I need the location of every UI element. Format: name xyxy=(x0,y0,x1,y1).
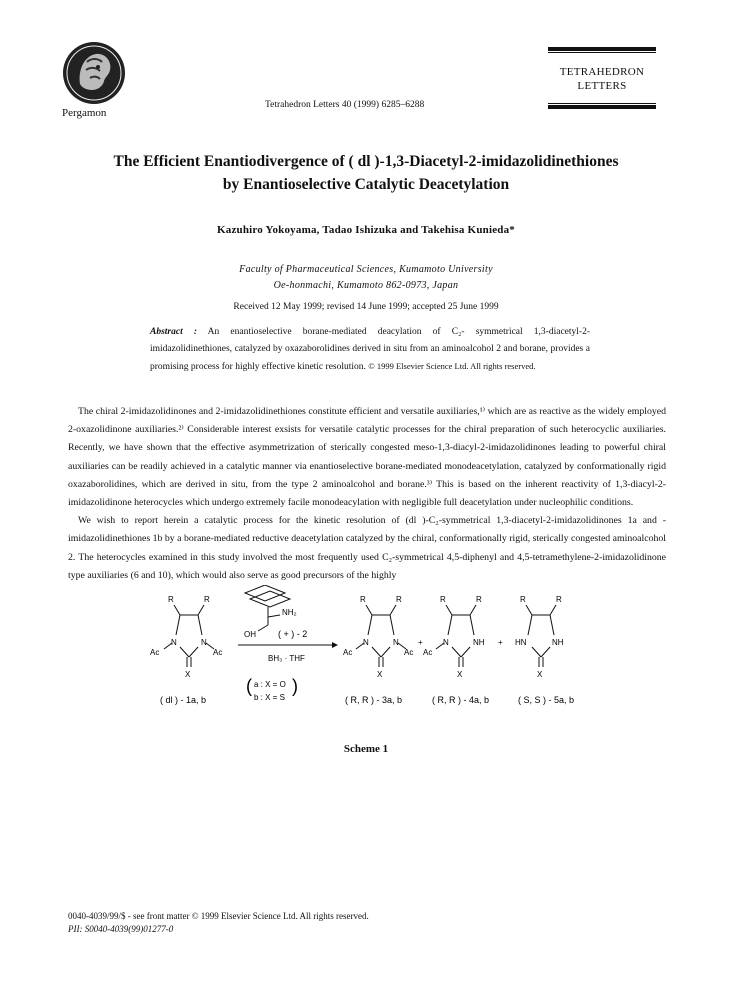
bracket: ) xyxy=(292,676,298,696)
journal-citation: Tetrahedron Letters 40 (1999) 6285–6288 xyxy=(265,100,425,110)
catalyst-label: ( + ) - 2 xyxy=(278,629,308,639)
atom-label: Ac xyxy=(150,648,160,657)
plus-sign: + xyxy=(498,638,503,647)
atom-label: X xyxy=(537,670,543,679)
structure-3 xyxy=(356,605,406,667)
scheme-caption: Scheme 1 xyxy=(343,743,389,755)
journal-masthead xyxy=(548,47,656,110)
abstract-text: An enantioselective borane-mediated deacylation of C₂- symmetrical 1,3-diacetyl-2-imidazolidinethiones, catalyzed by oxazaborolidines derived in situ from an aminoalcohol 2 and borane, provides a promising process for highly effective kinetic resolution. xyxy=(150,327,590,372)
atom-label: R xyxy=(520,595,526,604)
reaction-arrowhead xyxy=(332,642,338,648)
atom-label: HN xyxy=(515,638,527,647)
atom-label: R xyxy=(396,595,402,604)
author-list: Kazuhiro Yokoyama, Tadao Ishizuka and Takehisa Kunieda* xyxy=(216,224,516,236)
article-title: The Efficient Enantiodivergence of ( dl )-1,3-Diacetyl-2-imidazolidinethiones by Enantioselective Catalytic Deacetylation xyxy=(113,153,619,193)
borane-reagent: BH₃ · THF xyxy=(268,654,305,663)
publisher-name: Pergamon xyxy=(62,107,107,119)
pergamon-logo xyxy=(60,40,128,106)
atom-label: Ac xyxy=(423,648,433,657)
atom-label: R xyxy=(440,595,446,604)
paragraph: We wish to report herein a catalytic process for the kinetic resolution of (dl )-C₂-symmetrical 1,3-diacetyl-2-imidazolidinones 1a and -imidazolidinethiones 1b by a borane-mediated reductive deacetylation catalyzed by the chiral, conformationally rigid, sterically congested aminoalcohol 2. The heterocycles examined in this study involved the most frequently used C₂-symmetrical 4,5-diphenyl and 4,5-tetramethylene-2-imidazolidinone type auxiliaries (6 and 10), which would also serve as good precursors of the highly xyxy=(68,515,666,581)
atom-label: OH xyxy=(244,630,256,639)
masthead-rule-bottom xyxy=(548,105,656,109)
compound-label-3: ( R, R ) - 3a, b xyxy=(345,695,403,705)
legend-a: a : X = O xyxy=(254,680,286,689)
atom-label: N xyxy=(171,638,177,647)
masthead-rule-thin-bottom xyxy=(548,103,656,104)
masthead-rule-top xyxy=(548,47,656,51)
atom-label: R xyxy=(204,595,210,604)
atom-label: Ac xyxy=(343,648,353,657)
abstract-copyright: © 1999 Elsevier Science Ltd. All rights reserved. xyxy=(368,361,536,371)
atom-label: R xyxy=(556,595,562,604)
atom-label: NH xyxy=(552,638,564,647)
abstract-label: Abstract : xyxy=(150,327,198,337)
structure-4 xyxy=(436,605,476,667)
atom-label: N xyxy=(363,638,369,647)
atom-label: N xyxy=(443,638,449,647)
atom-label: R xyxy=(476,595,482,604)
atom-label: NH₂ xyxy=(282,608,297,617)
affiliation: Faculty of Pharmaceutical Sciences, Kumamoto University Oe-honmachi, Kumamoto 862-0973, Japan xyxy=(239,264,493,291)
legend-b: b : X = S xyxy=(254,693,285,702)
atom-label: R xyxy=(360,595,366,604)
plus-sign: + xyxy=(418,638,423,647)
atom-label: X xyxy=(457,670,463,679)
pii-line: PII: S0040-4039(99)01277-0 xyxy=(68,924,174,934)
bracket: ( xyxy=(246,676,252,696)
atom-label: Ac xyxy=(404,648,414,657)
atom-label: NH xyxy=(473,638,485,647)
journal-name: TETRAHEDRON LETTERS xyxy=(559,66,645,92)
atom-label: X xyxy=(377,670,383,679)
paragraph: The chiral 2-imidazolidinones and 2-imidazolidinethiones constitute efficient and versatile auxiliaries,¹⁾ which are as reactive as the widely employed 2-oxazolidinone auxiliaries.²⁾ Considerable interest exsists for versatile catalytic processes for the chiral preparation of such heterocyclic auxiliaries. Recently, we have shown that the effective asymmetrization of sterically congested meso-1,3-diacyl-2-imidazolidinones leading to powerful chiral auxiliaries can be readily achieved in a catalytic manner via enantioselective borane-mediated monodeacetylation, catalyzed by conformationally rigid oxazaborolidines, which are derived in situ, from the type 2 aminoalcohol and borane.³⁾ This is based on the inherent reactivity of 1,3-diacyl-2-imidazolidinone heterocycles which undergo extremely facile monodeacylation with negligible full deacetylation under nucleophilic conditions. xyxy=(68,406,666,509)
abstract xyxy=(150,324,590,376)
reaction-scheme xyxy=(150,585,620,735)
atom-label: N xyxy=(201,638,207,647)
atom-label: X xyxy=(185,670,191,679)
atom-label: Ac xyxy=(213,648,223,657)
atom-label: R xyxy=(168,595,174,604)
compound-label-4: ( R, R ) - 4a, b xyxy=(432,695,490,705)
compound-label-5: ( S, S ) - 5a, b xyxy=(518,695,575,705)
body-text xyxy=(68,403,666,585)
footer xyxy=(68,910,369,936)
atom-label: N xyxy=(393,638,399,647)
structure-1 xyxy=(164,605,214,667)
front-matter-line: 0040-4039/99/$ - see front matter © 1999 Elsevier Science Ltd. All rights reserved. xyxy=(68,911,369,921)
masthead-rule-thin xyxy=(548,52,656,53)
received-dates: Received 12 May 1999; revised 14 June 1999; accepted 25 June 1999 xyxy=(233,302,499,312)
compound-label-1: ( dl ) - 1a, b xyxy=(160,695,207,705)
structure-5 xyxy=(526,605,556,667)
